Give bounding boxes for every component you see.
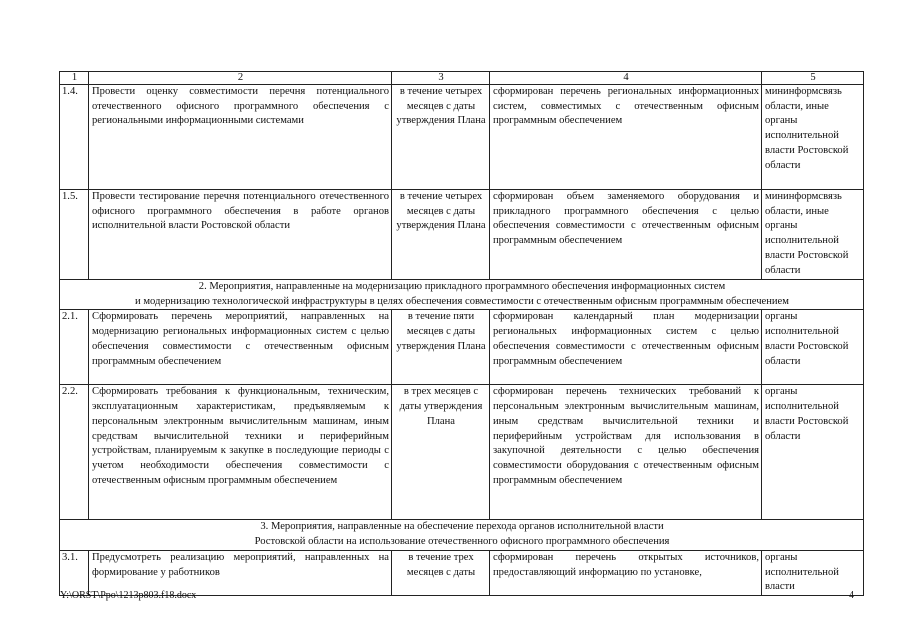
row-action: Сформировать перечень мероприятий, направленных на модернизацию региональных информационных систем с целью обеспечения совместимости с отечественным офисным программным обеспечением (89, 310, 392, 385)
row-term: в трех месяцев с даты утверждения Плана (392, 385, 490, 520)
row-number: 2.2. (60, 385, 89, 520)
table-header-row (60, 72, 864, 85)
row-executor: органы исполнительной власти Ростовской области (762, 310, 864, 385)
row-action: Провести оценку совместимости перечня потенциального отечественного офисного программного обеспечения с региональными информационными системами (89, 85, 392, 190)
section-heading-line: и модернизацию технологической инфраструктуры в целях обеспечения совместимости с отечественным офисным программным обеспечением (135, 295, 789, 307)
row-number: 3.1. (60, 550, 89, 595)
table-row (60, 85, 864, 190)
section-heading (60, 280, 864, 310)
header-cell: 2 (89, 72, 392, 85)
table-row (60, 190, 864, 280)
row-action: Сформировать требования к функциональным, техническим, эксплуатационным характеристикам, предъявляемым к персональным электронным вычислительным машинам, иным средствам вычислительной техники и периферийным устройствам, планируемым к закупке в последующие периоды с учетом необходимости обеспечения совместимости с отечественным офисным программным обеспечением (89, 385, 392, 520)
section-heading-line: Ростовской области на использование отечественного офисного программного обеспечения (254, 536, 670, 548)
row-number: 2.1. (60, 310, 89, 385)
header-cell: 5 (762, 72, 864, 85)
row-term: в течение трех месяцев с даты (392, 550, 490, 595)
row-result: сформирован перечень региональных информационных систем, совместимых с отечественным офисным программным обеспечением (490, 85, 762, 190)
row-result: сформирован перечень технических требований к персональным электронным вычислительным машинам, иным средствам вычислительной техники и периферийным устройствам для использования в закупочной деятельности с целью обеспечения совместимости оборудования с отечественным офисным программным обеспечением (490, 385, 762, 520)
row-result: сформирован перечень открытых источников, предоставляющий информацию по установке, (490, 550, 762, 595)
row-term: в течение четырех месяцев с даты утверждения Плана (392, 190, 490, 280)
footer-page-number: 4 (849, 590, 854, 601)
section-heading (60, 520, 864, 550)
section-heading-row (60, 280, 864, 310)
row-number: 1.5. (60, 190, 89, 280)
row-executor: органы исполнительной власти (762, 550, 864, 595)
row-action: Провести тестирование перечня потенциального отечественного офисного программного обеспечения в работе органов исполнительной власти Ростовской области (89, 190, 392, 280)
row-executor: мининформсвязь области, иные органы исполнительной власти Ростовской области (762, 190, 864, 280)
section-heading-line: 2. Мероприятия, направленные на модернизацию прикладного программного обеспечения информационных систем (198, 281, 726, 292)
row-result: сформирован календарный план модернизации региональных информационных систем с целью обеспечения совместимости с отечественным офисным программным обеспечением (490, 310, 762, 385)
row-term: в течение четырех месяцев с даты утверждения Плана (392, 85, 490, 190)
row-number: 1.4. (60, 85, 89, 190)
section-heading-row (60, 520, 864, 550)
table-row (60, 385, 864, 520)
row-result: сформирован объем заменяемого оборудования и прикладного программного обеспечения с целью обеспечения совместимости с отечественным офисным программным обеспечением (490, 190, 762, 280)
header-cell: 3 (392, 72, 490, 85)
row-executor: мининформсвязь области, иные органы исполнительной власти Ростовской области (762, 85, 864, 190)
row-executor: органы исполнительной власти Ростовской области (762, 385, 864, 520)
footer-file-path: Y:\ORST\Ppo\1213p803.f18.docx (60, 590, 197, 601)
header-cell: 4 (490, 72, 762, 85)
table-row (60, 310, 864, 385)
plan-table (59, 71, 864, 596)
row-term: в течение пяти месяцев с даты утверждения Плана (392, 310, 490, 385)
row-action: Предусмотреть реализацию мероприятий, направленных на формирование у работников (89, 550, 392, 595)
table-row (60, 550, 864, 595)
header-cell: 1 (60, 72, 89, 85)
section-heading-line: 3. Мероприятия, направленные на обеспечение перехода органов исполнительной власти (260, 521, 664, 533)
